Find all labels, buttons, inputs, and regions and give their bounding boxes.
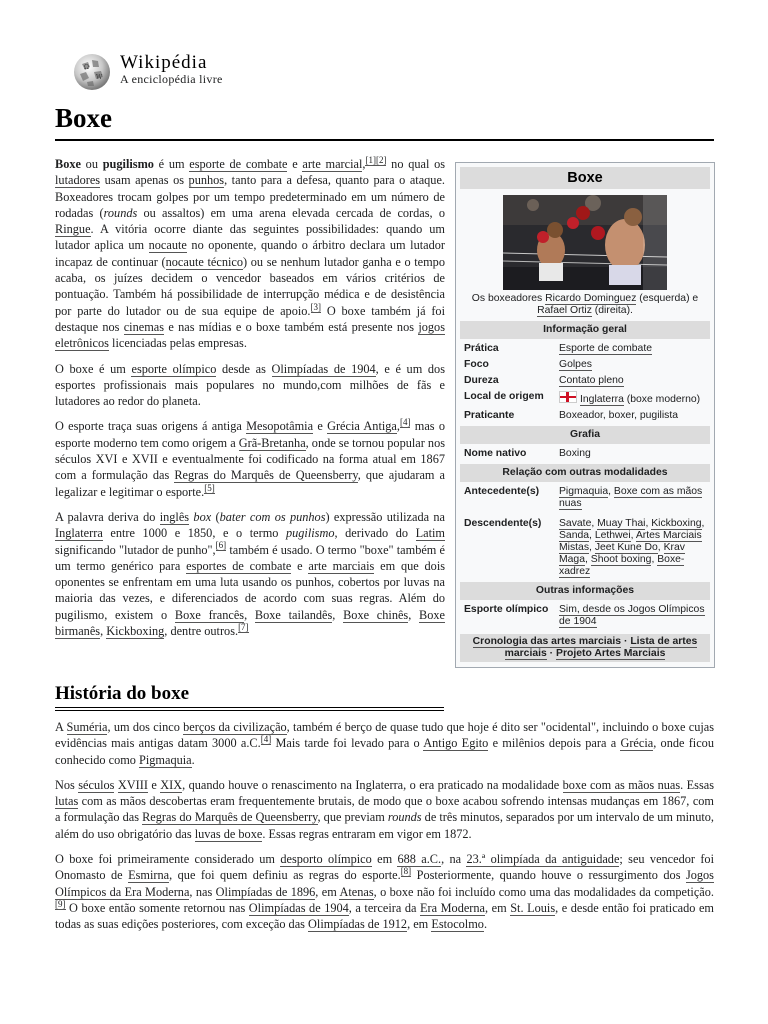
row-label: Local de origem <box>464 391 544 402</box>
link[interactable]: Antigo Egito <box>423 736 489 751</box>
link[interactable]: nocaute <box>148 238 187 253</box>
lead-paragraph-2: O boxe é um esporte olímpico desde as Olimpíadas de 1904, e é um dos esportes profissionais mais populares no mundo,com milhões de fãs e lutadores ao redor do planeta. <box>55 361 445 409</box>
citation-link[interactable]: [6] <box>215 540 227 551</box>
link[interactable]: Inglaterra <box>580 394 624 405</box>
infobox-title: Boxe <box>460 167 710 189</box>
citation-link[interactable]: [8] <box>400 866 412 877</box>
link[interactable]: Regras do Marquês de Queensberry <box>142 810 318 825</box>
link[interactable]: nocaute técnico <box>165 254 244 269</box>
infobox-row <box>464 410 710 422</box>
infobox-header-outras: Outras informações <box>460 582 710 600</box>
bold-term: pugilismo <box>102 157 154 171</box>
page-title: Boxe <box>55 103 112 133</box>
boxing-photo[interactable] <box>503 195 667 290</box>
history-section <box>55 719 714 942</box>
link[interactable]: Kickboxing <box>651 518 702 529</box>
link[interactable]: inglês <box>159 509 190 524</box>
row-label: Dureza <box>464 375 499 386</box>
infobox-header-info: Informação geral <box>460 321 710 339</box>
infobox-row <box>464 604 710 628</box>
link[interactable]: Olimpíadas de 1904 <box>271 361 376 376</box>
infobox-row: Antecedente(s) Pigmaquia, Boxe com as mãos nuas <box>464 486 703 509</box>
link[interactable]: Suméria <box>66 720 108 734</box>
link[interactable]: Grã-Bretanha <box>238 435 306 450</box>
link[interactable]: Artes Marciais Mistas <box>559 530 702 553</box>
row-label: Antecedente(s) <box>464 486 540 497</box>
link[interactable]: Muay Thai <box>597 518 646 529</box>
infobox-row <box>464 375 710 387</box>
citation-link[interactable]: [5] <box>204 482 215 493</box>
link[interactable]: Olimpíadas de 1904 <box>248 900 349 915</box>
link[interactable]: lutadores <box>55 173 101 188</box>
link[interactable]: Boxe francês <box>174 607 245 622</box>
link[interactable]: Olimpíadas de 1896 <box>215 884 316 899</box>
infobox-caption: Os boxeadores Ricardo Dominguez (esquerda) e Rafael Ortiz (direita). <box>471 293 699 316</box>
row-label: Esporte olímpico <box>464 604 549 615</box>
link[interactable]: Boxe com as mãos nuas <box>559 486 703 509</box>
link[interactable]: lutas <box>55 794 79 809</box>
infobox-row <box>464 448 710 460</box>
link[interactable]: punhos <box>188 173 225 188</box>
history-paragraph-1: A Suméria, um dos cinco berços da civilização, também é berço de quase tudo que hoje é dito ser "ocidental", incluindo o boxe cujas evidências mais antigas datam 3000 a.C.[4] Mais tarde foi levado para o Antigo Egito e milênios depois para a Grécia, onde ficou conhecido como Pigmaquia. <box>55 720 715 767</box>
link[interactable]: Kickboxing <box>106 624 165 639</box>
link[interactable]: Cronologia das artes marciais <box>472 636 622 647</box>
row-value: Boxing <box>559 448 591 459</box>
infobox-header-relacao: Relação com outras modalidades <box>460 464 710 482</box>
link[interactable]: Sanda <box>559 530 590 541</box>
history-paragraph-3: O boxe foi primeiramente considerado um desporto olímpico em 688 a.C., na 23.ª olimpíada da antiguidade; seu vencedor foi Onomasto de Esmirna, que foi quem definiu as regras do esporte.[8] Posteriormente, quando houve o ressurgimento dos Jogos Olímpicos da Era Moderna, nas Olimpíadas de 1896, em Atenas, o boxe não foi incluído como uma das modalidades da competição.[9] O boxe então somente retornou nas Olimpíadas de 1904, a terceira da Era Moderna, em St. Louis, e desde então foi praticado em todas as suas edições posteriores, com exceção das Olimpíadas de 1912, em Estocolmo. <box>55 852 714 932</box>
link[interactable]: Ricardo Dominguez <box>545 293 637 304</box>
infobox <box>455 162 715 668</box>
link[interactable]: arte marciais <box>308 558 375 573</box>
citation-link[interactable]: [7] <box>238 621 249 632</box>
link[interactable]: St. Louis <box>510 900 556 915</box>
link[interactable]: Mesopotâmia <box>246 419 314 434</box>
citation-link[interactable]: [4] <box>399 417 411 428</box>
link[interactable]: Boxe-xadrez <box>559 554 685 577</box>
link[interactable]: Savate <box>559 518 592 529</box>
link[interactable]: esporte olímpico <box>131 361 217 376</box>
link[interactable]: esporte de combate <box>189 157 288 171</box>
link[interactable]: berços da civilização <box>183 720 287 734</box>
england-flag-icon <box>559 391 577 403</box>
svg-text:Ω: Ω <box>84 64 89 71</box>
link[interactable]: XIX <box>160 777 183 792</box>
tagline: A enciclopédia livre <box>120 72 223 86</box>
link[interactable]: Lista de artes marciais <box>504 636 698 659</box>
wordmark[interactable]: Wikipédia <box>120 52 208 73</box>
citation-link[interactable]: [4] <box>260 734 272 745</box>
link[interactable]: séculos <box>78 777 115 792</box>
link[interactable]: Boxe birmanês <box>55 607 445 639</box>
title-divider <box>55 139 714 141</box>
infobox-row <box>464 359 710 371</box>
link[interactable]: desporto olímpico <box>280 852 372 867</box>
link[interactable]: Lethwei <box>594 530 631 541</box>
row-label: Foco <box>464 359 489 370</box>
link[interactable]: Era Moderna <box>420 900 486 915</box>
link[interactable]: Ringue <box>55 222 91 237</box>
section-heading-history: História do boxe <box>55 683 190 704</box>
lead-paragraph-1: Boxe ou pugilismo é um esporte de combate e arte marcial,[1][2] no qual os lutadores usam apenas os punhos, tanto para a defesa, quanto para o ataque. Boxeadores trocam golpes por um tempo predeterminado em um número de rodadas (rounds ou assaltos) em uma arena elevada cercada de cordas, o Ringue. A vitória ocorre diante das seguintes possibilidades: quando um lutador aplica um nocaute no oponente, quando o árbitro declara um lutador incapaz de continuar (nocaute técnico) ou se nenhum lutador ganha e o tempo acaba, os juízes decidem o vencedor baseados em vários critérios de pontuação. Também há possibilidade de interrupção médica e de desistência por parte do lutador ou de sua equipe de apoio.[3] O boxe também já foi destaque nos cinemas e nas mídias e o boxe também está presente nos jogos eletrônicos licenciadas pelas empresas. <box>55 154 446 351</box>
link[interactable]: Shoot boxing <box>590 554 652 565</box>
link[interactable]: Regras do Marquês de Queensberry <box>174 468 358 483</box>
section-divider <box>55 707 444 708</box>
infobox-row: Descendente(s) Savate, Muay Thai, Kickboxing, Sanda, Lethwei, Artes Marciais Mistas, Jeet Kune Do, Krav Maga, Shoot boxing, Boxe-xadrez <box>464 518 705 577</box>
row-label: Nome nativo <box>464 448 527 459</box>
link[interactable]: Olimpíadas de 1912 <box>308 917 408 932</box>
link[interactable]: Jeet Kune Do <box>594 542 658 553</box>
link[interactable]: 23.ª olimpíada da antiguidade <box>466 852 620 867</box>
link[interactable]: esportes de combate <box>186 558 292 573</box>
link[interactable]: Estocolmo <box>431 917 484 932</box>
link[interactable]: jogos eletrônicos <box>55 319 445 351</box>
link[interactable]: Esmirna <box>128 868 170 883</box>
link[interactable]: Contato pleno <box>559 375 624 386</box>
link[interactable]: Jogos Olímpicos da Era Moderna <box>55 868 714 899</box>
row-label: Praticante <box>464 410 515 421</box>
link[interactable]: cinemas <box>123 319 165 334</box>
lead-section <box>55 156 445 648</box>
citation-link[interactable]: [1] <box>365 154 376 165</box>
link[interactable]: XVIII <box>117 777 148 792</box>
infobox-row <box>464 343 710 355</box>
lead-paragraph-3: O esporte traça suas origens á antiga Mesopotâmia e Grécia Antiga,[4] mas o esporte moderno tem como origem a Grã-Bretanha, onde se tornou popular nos séculos XVI e XVII e eventualmente foi codificado na forma atual em 1867 com a formulação das Regras do Marquês de Queensberry, que ajudaram a legalizar e legitimar o esporte.[5] <box>55 417 446 499</box>
link[interactable]: Pigmaquia <box>559 486 609 497</box>
citation-link[interactable]: [2] <box>375 154 387 165</box>
infobox-footer-nav: Cronologia das artes marciais · Lista de artes marciais · Projeto Artes Marciais <box>460 634 710 662</box>
row-value: Boxeador, boxer, pugilista <box>559 410 678 421</box>
citation-link[interactable]: [9] <box>55 898 66 909</box>
link[interactable]: Boxe chinês <box>343 607 409 622</box>
history-paragraph-2: Nos séculos XVIII e XIX, quando houve o renascimento na Inglaterra, o era praticado na modalidade boxe com as mãos nuas. Essas lutas com as mãos descobertas eram frequentemente brutais, de modo que o boxe acabou sofrendo intensas mudanças em 1867, com a formulação das Regras do Marquês de Queensberry, que previam rounds de três minutos, separados por um intervalo de um minuto, além do uso obrigatório das luvas de boxe. Essas regras entraram em vigor em 1872. <box>55 777 714 841</box>
lead-paragraph-4: A palavra deriva do inglês box (bater com os punhos) expressão utilizada na Inglaterra entre 1000 e 1850, e o termo pugilismo, derivado do Latim significando "lutador de punho",[6] também é usado. O termo "boxe" também é um termo genérico para esportes de combate e arte marciais em que dois oponentes se enfrentam em uma luta usando os punhos, cobertos por luvas na maioria das vezes, e diferenciados de acordo com suas regras. Além do pugilismo, existem o Boxe francês, Boxe tailandês, Boxe chinês, Boxe birmanês, Kickboxing, dentre outros.[7] <box>55 509 446 639</box>
link[interactable]: Grécia <box>620 736 654 751</box>
link[interactable]: Golpes <box>559 359 592 370</box>
link[interactable]: Krav Maga <box>559 542 685 565</box>
link[interactable]: luvas de boxe <box>194 826 263 841</box>
link[interactable]: arte marcial <box>302 157 363 171</box>
link[interactable]: Grécia Antiga <box>327 419 397 434</box>
wikipedia-globe-logo[interactable] <box>70 52 114 92</box>
svg-text:W: W <box>96 74 103 81</box>
link[interactable]: Esporte de combate <box>559 343 652 354</box>
link[interactable]: boxe com as mãos nuas <box>562 777 681 792</box>
bold-term: Boxe <box>55 157 81 171</box>
link[interactable]: Rafael Ortiz <box>537 305 592 316</box>
row-label: Prática <box>464 343 499 354</box>
infobox-row: Local de origem Inglaterra (boxe moderno) <box>464 391 701 405</box>
link[interactable]: Pigmaquia <box>139 752 192 767</box>
link[interactable]: Sim, desde os Jogos Olímpicos de 1904 <box>559 604 705 627</box>
link[interactable]: Boxe tailandês <box>254 607 333 622</box>
infobox-header-grafia: Grafia <box>460 426 710 444</box>
link[interactable]: Latim <box>415 526 445 541</box>
link[interactable]: Projeto Artes Marciais <box>556 648 666 659</box>
link[interactable]: Inglaterra <box>55 526 103 541</box>
citation-link[interactable]: [3] <box>310 301 321 312</box>
link[interactable]: Atenas <box>339 884 374 899</box>
section-divider <box>55 710 444 711</box>
link[interactable]: 688 a.C. <box>397 852 442 867</box>
row-label: Descendente(s) <box>464 518 542 529</box>
